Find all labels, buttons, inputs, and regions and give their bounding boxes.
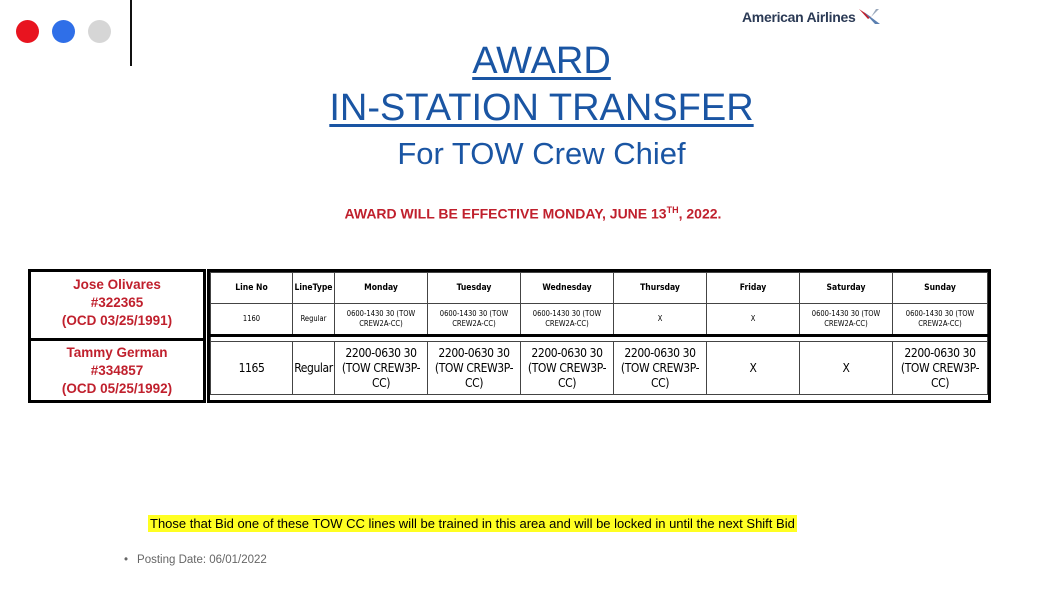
table-cell: X [800,342,893,395]
employee-name: Jose Olivares [73,277,161,292]
effective-date: AWARD WILL BE EFFECTIVE MONDAY, JUNE 13TH, 2022. [344,205,722,222]
title-subtitle: For TOW Crew Chief [397,136,686,171]
col-header: Thursday [614,273,707,304]
col-header: Tuesday [428,273,521,304]
col-header: LineType [293,273,335,304]
table-header-row [211,273,988,304]
table-row [211,304,988,336]
title-award: AWARD [472,40,611,82]
american-airlines-logo [742,8,882,26]
table-cell: Regular [293,342,335,395]
table-cell: 0600-1430 30 (TOW CREW2A-CC) [335,304,428,336]
table-cell: 1160 [211,304,293,336]
col-header: Monday [335,273,428,304]
title-transfer: IN-STATION TRANSFER [329,87,754,129]
table-cell: X [614,304,707,336]
employee-1 [31,276,203,330]
table-cell: 0600-1430 30 (TOW CREW2A-CC) [521,304,614,336]
bullet-point: • [124,554,129,566]
table-cell: X [707,304,800,336]
table-cell: 0600-1430 30 (TOW CREW2A-CC) [893,304,988,336]
flight-symbol-icon [858,8,882,26]
col-header: Wednesday [521,273,614,304]
table-cell: X [707,342,800,395]
employee-ocd: (OCD 05/25/1992) [61,381,173,396]
table-cell: 2200-0630 30 (TOW CREW3P-CC) [521,342,614,395]
posting-date-text: Posting Date: 06/01/2022 [137,554,267,566]
col-header: Friday [707,273,800,304]
employee-name: Tammy German [66,345,168,360]
table-cell: 2200-0630 30 (TOW CREW3P-CC) [893,342,988,395]
table-cell: Regular [293,304,335,336]
employee-2 [31,344,203,398]
col-header: Sunday [893,273,988,304]
employee-id: #322365 [90,295,144,310]
col-header: Line No [211,273,293,304]
table-cell: 1165 [211,342,293,395]
employee-id: #334857 [90,363,144,378]
employee-separator [31,338,203,341]
table-cell: 0600-1430 30 (TOW CREW2A-CC) [428,304,521,336]
table-cell: 2200-0630 30 (TOW CREW3P-CC) [614,342,707,395]
employee-panel [28,269,206,403]
schedule-table [207,269,991,403]
table-cell: 2200-0630 30 (TOW CREW3P-CC) [335,342,428,395]
brand-name: American Airlines [742,9,856,25]
table-cell: 0600-1430 30 (TOW CREW2A-CC) [800,304,893,336]
employee-ocd: (OCD 03/25/1991) [61,313,173,328]
highlighted-note: Those that Bid one of these TOW CC lines will be trained in this area and will be locked in until the next Shift Bid [150,516,795,531]
col-header: Saturday [800,273,893,304]
table-row [211,342,988,395]
table-cell: 2200-0630 30 (TOW CREW3P-CC) [428,342,521,395]
posting-date [124,554,276,566]
